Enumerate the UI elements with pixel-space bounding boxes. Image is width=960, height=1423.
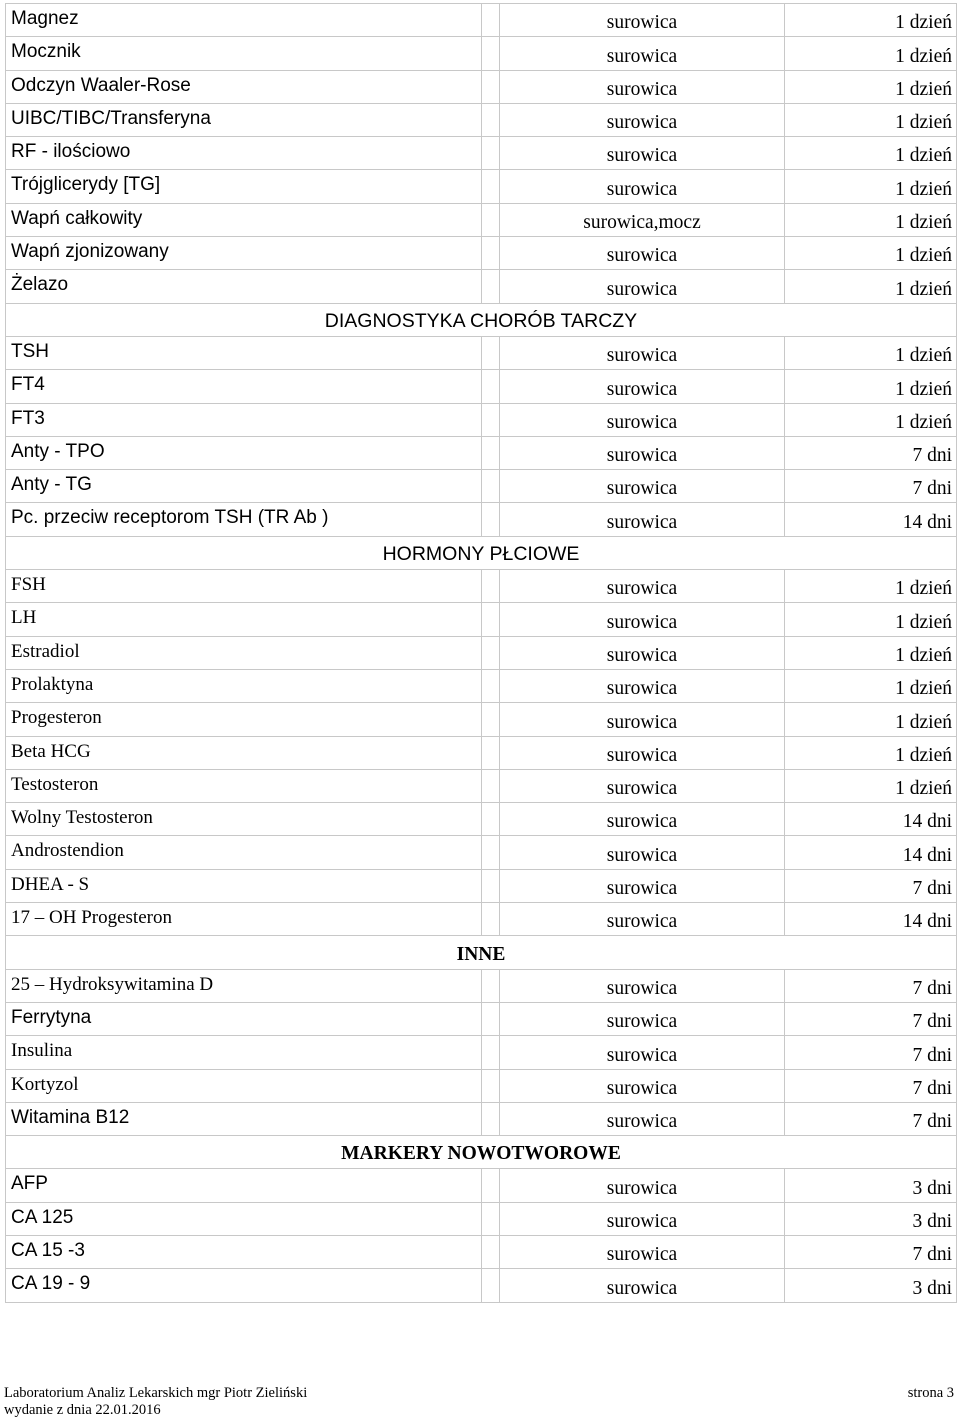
turnaround-time-cell: 7 dni	[785, 470, 957, 503]
turnaround-time-cell: 14 dni	[785, 503, 957, 536]
material-cell: surowica	[500, 703, 785, 736]
turnaround-time-cell: 1 dzień	[785, 403, 957, 436]
turnaround-time-cell: 14 dni	[785, 903, 957, 936]
spacer-cell	[482, 1235, 500, 1268]
spacer-cell	[482, 1269, 500, 1302]
test-name: Trójglicerydy [TG]	[6, 170, 482, 203]
material-cell: surowica	[500, 1169, 785, 1202]
material-cell: surowica	[500, 869, 785, 902]
test-name: UIBC/TIBC/Transferyna	[6, 103, 482, 136]
turnaround-time-cell: 1 dzień	[785, 270, 957, 303]
test-name: DHEA - S	[6, 869, 482, 902]
table-row	[6, 103, 957, 136]
turnaround-time-cell: 1 dzień	[785, 636, 957, 669]
material-cell: surowica	[500, 470, 785, 503]
turnaround-time-cell: 7 dni	[785, 1102, 957, 1135]
test-name: AFP	[6, 1169, 482, 1202]
turnaround-time-cell: 1 dzień	[785, 336, 957, 369]
section-header-cell	[6, 303, 957, 336]
material-cell: surowica	[500, 603, 785, 636]
material-cell: surowica	[500, 37, 785, 70]
material-cell: surowica	[500, 769, 785, 802]
table-row	[6, 1002, 957, 1035]
material-cell: surowica	[500, 336, 785, 369]
material-cell: surowica	[500, 170, 785, 203]
test-name: Insulina	[6, 1036, 482, 1069]
table-row	[6, 636, 957, 669]
section-header-row	[6, 1136, 957, 1169]
table-row	[6, 37, 957, 70]
spacer-cell	[482, 4, 500, 37]
turnaround-time-cell: 1 dzień	[785, 370, 957, 403]
test-name: CA 15 -3	[6, 1235, 482, 1268]
table-row	[6, 1036, 957, 1069]
turnaround-time-cell: 1 dzień	[785, 4, 957, 37]
table-row	[6, 503, 957, 536]
table-row	[6, 703, 957, 736]
material-cell: surowica	[500, 503, 785, 536]
section-header-cell	[6, 936, 957, 969]
material-cell: surowica	[500, 669, 785, 702]
turnaround-time-cell: 1 dzień	[785, 70, 957, 103]
table-row	[6, 669, 957, 702]
lab-name: Laboratorium Analiz Lekarskich mgr Piotr Zieliński	[4, 1385, 308, 1401]
spacer-cell	[482, 669, 500, 702]
material-cell: surowica	[500, 4, 785, 37]
turnaround-time-cell: 7 dni	[785, 1069, 957, 1102]
test-name: RF - ilościowo	[6, 137, 482, 170]
spacer-cell	[482, 1002, 500, 1035]
material-cell: surowica	[500, 436, 785, 469]
spacer-cell	[482, 869, 500, 902]
test-name: 17 – OH Progesteron	[6, 903, 482, 936]
table-row	[6, 1102, 957, 1135]
table-row	[6, 769, 957, 802]
material-cell: surowica	[500, 270, 785, 303]
test-name: Anty - TPO	[6, 436, 482, 469]
spacer-cell	[482, 237, 500, 270]
material-cell: surowica	[500, 636, 785, 669]
material-cell: surowica	[500, 1036, 785, 1069]
test-name: CA 125	[6, 1202, 482, 1235]
test-name: Androstendion	[6, 836, 482, 869]
test-name: Wolny Testosteron	[6, 803, 482, 836]
test-name: Testosteron	[6, 769, 482, 802]
section-header-cell	[6, 536, 957, 569]
spacer-cell	[482, 836, 500, 869]
spacer-cell	[482, 37, 500, 70]
table-row	[6, 1202, 957, 1235]
spacer-cell	[482, 436, 500, 469]
turnaround-time-cell: 1 dzień	[785, 703, 957, 736]
material-cell: surowica	[500, 103, 785, 136]
section-title: DIAGNOSTYKA CHORÓB TARCZY	[324, 309, 638, 332]
section-header-cell	[6, 1136, 957, 1169]
material-cell: surowica	[500, 969, 785, 1002]
test-name: TSH	[6, 336, 482, 369]
test-name: 25 – Hydroksywitamina D	[6, 969, 482, 1002]
test-name: Beta HCG	[6, 736, 482, 769]
spacer-cell	[482, 1102, 500, 1135]
turnaround-time-cell: 1 dzień	[785, 669, 957, 702]
spacer-cell	[482, 603, 500, 636]
spacer-cell	[482, 403, 500, 436]
material-cell: surowica	[500, 1235, 785, 1268]
turnaround-time-cell: 1 dzień	[785, 137, 957, 170]
material-cell: surowica	[500, 570, 785, 603]
spacer-cell	[482, 803, 500, 836]
turnaround-time-cell: 1 dzień	[785, 103, 957, 136]
spacer-cell	[482, 769, 500, 802]
spacer-cell	[482, 370, 500, 403]
footer-left	[4, 1385, 307, 1419]
material-cell: surowica	[500, 1002, 785, 1035]
turnaround-time-cell: 14 dni	[785, 803, 957, 836]
spacer-cell	[482, 270, 500, 303]
table-row	[6, 603, 957, 636]
table-row	[6, 203, 957, 236]
turnaround-time-cell: 7 dni	[785, 969, 957, 1002]
spacer-cell	[482, 969, 500, 1002]
material-cell: surowica	[500, 803, 785, 836]
table-row	[6, 270, 957, 303]
material-cell: surowica	[500, 370, 785, 403]
table-row	[6, 4, 957, 37]
table-row	[6, 137, 957, 170]
test-name: Odczyn Waaler-Rose	[6, 70, 482, 103]
turnaround-time-cell: 7 dni	[785, 1002, 957, 1035]
test-name: Mocznik	[6, 37, 482, 70]
turnaround-time-cell: 1 dzień	[785, 37, 957, 70]
spacer-cell	[482, 903, 500, 936]
turnaround-time-cell: 3 dni	[785, 1202, 957, 1235]
material-cell: surowica,mocz	[500, 203, 785, 236]
table-row	[6, 1169, 957, 1202]
table-row	[6, 70, 957, 103]
test-name: Wapń zjonizowany	[6, 237, 482, 270]
spacer-cell	[482, 703, 500, 736]
spacer-cell	[482, 570, 500, 603]
section-title: HORMONY PŁCIOWE	[382, 543, 580, 566]
table-row	[6, 370, 957, 403]
table-row	[6, 170, 957, 203]
spacer-cell	[482, 70, 500, 103]
spacer-cell	[482, 1169, 500, 1202]
section-header-row	[6, 536, 957, 569]
material-cell: surowica	[500, 70, 785, 103]
table-row	[6, 1069, 957, 1102]
table-row	[6, 736, 957, 769]
section-header-row	[6, 303, 957, 336]
test-name: FSH	[6, 570, 482, 603]
material-cell: surowica	[500, 1102, 785, 1135]
test-name: Estradiol	[6, 636, 482, 669]
table-row	[6, 470, 957, 503]
spacer-cell	[482, 1069, 500, 1102]
material-cell: surowica	[500, 403, 785, 436]
table-row	[6, 570, 957, 603]
turnaround-time-cell: 1 dzień	[785, 237, 957, 270]
spacer-cell	[482, 1202, 500, 1235]
test-name: Ferrytyna	[6, 1002, 482, 1035]
section-header-row	[6, 936, 957, 969]
test-name: FT3	[6, 403, 482, 436]
price-list-table	[5, 3, 957, 1303]
test-name: Prolaktyna	[6, 669, 482, 702]
turnaround-time-cell: 1 dzień	[785, 769, 957, 802]
test-name: Anty - TG	[6, 470, 482, 503]
test-name: Kortyzol	[6, 1069, 482, 1102]
test-name: Wapń całkowity	[6, 203, 482, 236]
test-name: Żelazo	[6, 270, 482, 303]
spacer-cell	[482, 203, 500, 236]
table-row	[6, 1269, 957, 1302]
material-cell: surowica	[500, 836, 785, 869]
table-row	[6, 969, 957, 1002]
turnaround-time-cell: 3 dni	[785, 1269, 957, 1302]
test-name: CA 19 - 9	[6, 1269, 482, 1302]
table-row	[6, 869, 957, 902]
spacer-cell	[482, 137, 500, 170]
table-body	[6, 4, 957, 1303]
material-cell: surowica	[500, 1269, 785, 1302]
test-name: Progesteron	[6, 703, 482, 736]
table-row	[6, 237, 957, 270]
test-name: Magnez	[6, 4, 482, 37]
material-cell: surowica	[500, 1069, 785, 1102]
test-name: FT4	[6, 370, 482, 403]
turnaround-time-cell: 7 dni	[785, 436, 957, 469]
section-title: INNE	[456, 943, 506, 965]
turnaround-time-cell: 7 dni	[785, 1036, 957, 1069]
turnaround-time-cell: 1 dzień	[785, 203, 957, 236]
turnaround-time-cell: 7 dni	[785, 869, 957, 902]
table-row	[6, 436, 957, 469]
spacer-cell	[482, 470, 500, 503]
material-cell: surowica	[500, 903, 785, 936]
table-row	[6, 836, 957, 869]
table-row	[6, 403, 957, 436]
spacer-cell	[482, 103, 500, 136]
spacer-cell	[482, 170, 500, 203]
turnaround-time-cell: 1 dzień	[785, 603, 957, 636]
turnaround-time-cell: 1 dzień	[785, 570, 957, 603]
material-cell: surowica	[500, 237, 785, 270]
turnaround-time-cell: 7 dni	[785, 1235, 957, 1268]
turnaround-time-cell: 3 dni	[785, 1169, 957, 1202]
turnaround-time-cell: 1 dzień	[785, 170, 957, 203]
spacer-cell	[482, 736, 500, 769]
spacer-cell	[482, 336, 500, 369]
spacer-cell	[482, 636, 500, 669]
material-cell: surowica	[500, 736, 785, 769]
edition-date: wydanie z dnia 22.01.2016	[4, 1402, 161, 1418]
material-cell: surowica	[500, 1202, 785, 1235]
material-cell: surowica	[500, 137, 785, 170]
spacer-cell	[482, 503, 500, 536]
spacer-cell	[482, 1036, 500, 1069]
turnaround-time-cell: 14 dni	[785, 836, 957, 869]
table-row	[6, 336, 957, 369]
test-name: Pc. przeciw receptorom TSH (TR Ab )	[6, 503, 482, 536]
turnaround-time-cell: 1 dzień	[785, 736, 957, 769]
table-row	[6, 803, 957, 836]
table-row	[6, 903, 957, 936]
test-name: LH	[6, 603, 482, 636]
page-number: strona 3	[907, 1385, 954, 1401]
section-title: MARKERY NOWOTWOROWE	[341, 1143, 621, 1165]
table-row	[6, 1235, 957, 1268]
test-name: Witamina B12	[6, 1102, 482, 1135]
